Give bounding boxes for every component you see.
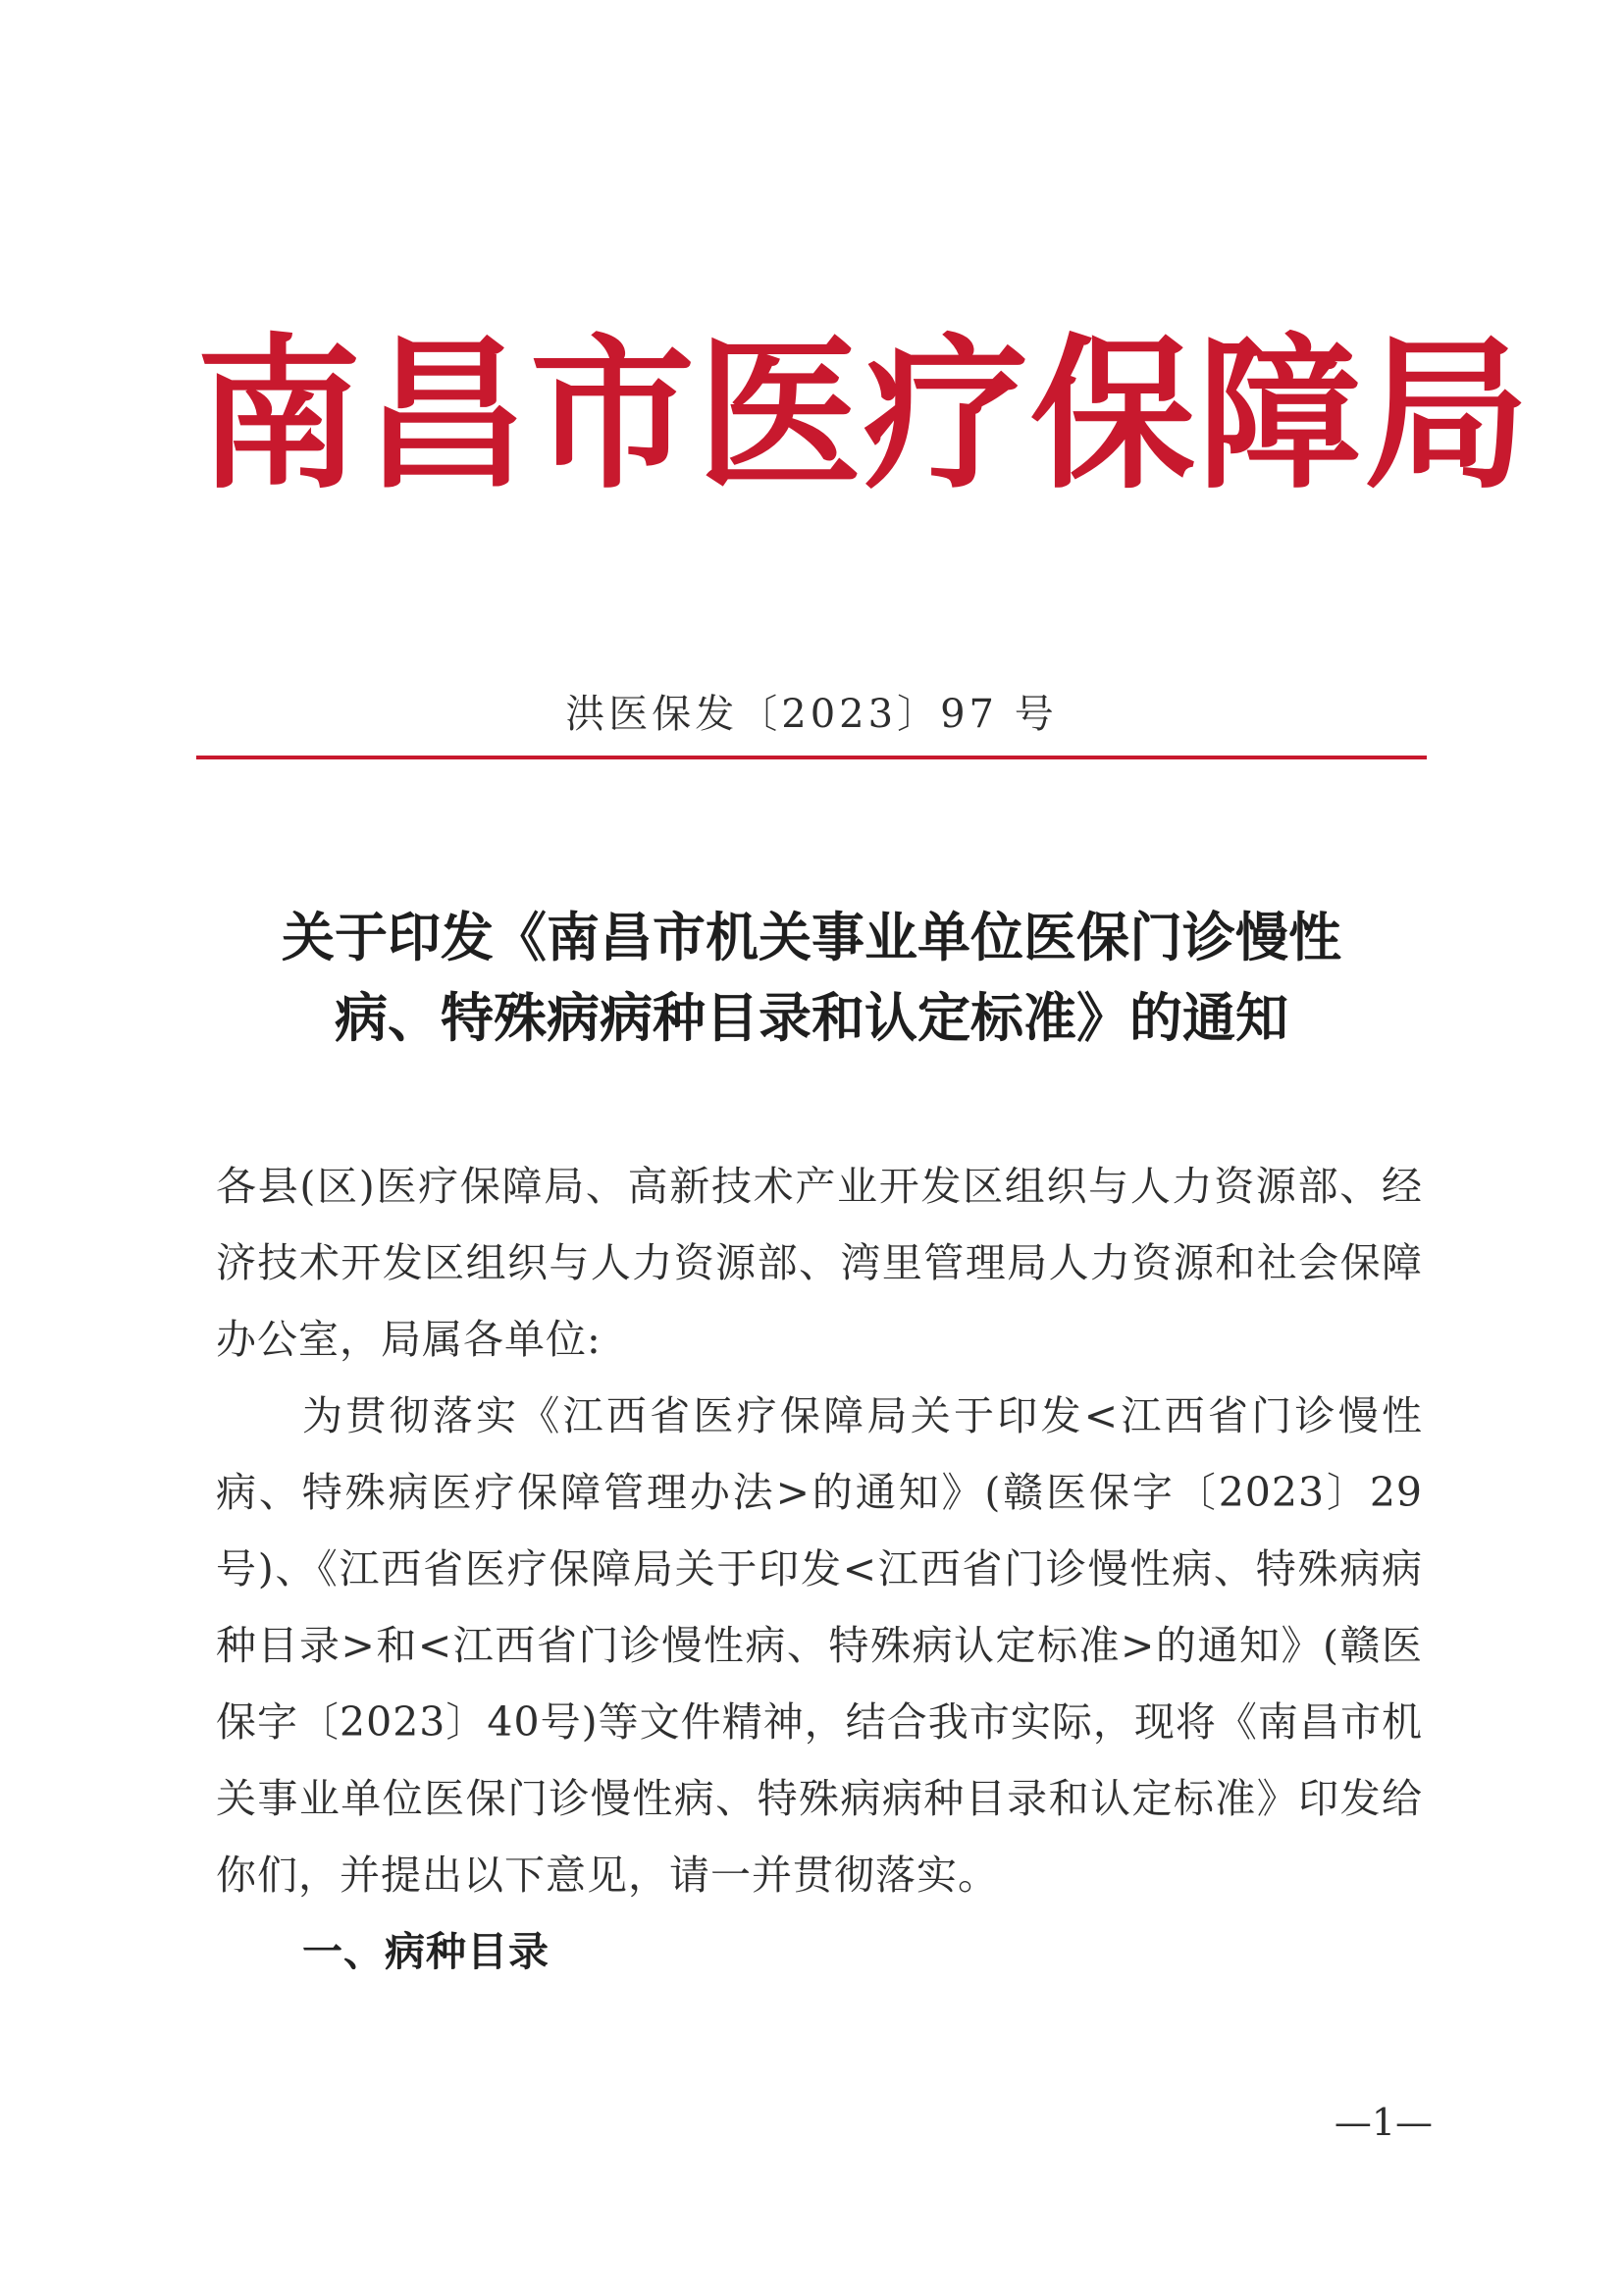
document-number: 洪医保发〔2023〕97 号 xyxy=(565,692,1058,737)
agency-masthead: 南昌市医疗保障局 xyxy=(196,319,1531,511)
red-divider-rule xyxy=(196,756,1427,759)
notice-title-line-1: 关于印发《南昌市机关事业单位医保门诊慢性 xyxy=(282,907,1341,968)
addressee-paragraph: 各县(区)医疗保障局、高新技术产业开发区组织与人力资源部、经济技术开发区组织与人力资源部、湾里管理局人力资源和社会保障办公室，局属各单位: xyxy=(216,1163,1423,1363)
notice-title xyxy=(196,898,1427,1059)
body-paragraph: 为贯彻落实《江西省医疗保障局关于印发<江西省门诊慢性病、特殊病医疗保障管理办法>的通知》(赣医保字〔2023〕29号)、《江西省医疗保障局关于印发<江西省门诊慢性病、特殊病病种目录>和<江西省门诊慢性病、特殊病认定标准>的通知》(赣医保字〔2023〕40号)等文件精神，结合我市实际，现将《南昌市机关事业单位医保门诊慢性病、特殊病病种目录和认定标准》印发给你们，并提出以下意见，请一并贯彻落实。 xyxy=(216,1392,1423,1899)
notice-title-line-2: 病、特殊病病种目录和认定标准》的通知 xyxy=(335,987,1288,1049)
page-number: —1— xyxy=(1334,2101,1433,2144)
notice-body xyxy=(216,1148,1423,1990)
section-heading-disease-catalog: 一、病种目录 xyxy=(302,1928,550,1975)
